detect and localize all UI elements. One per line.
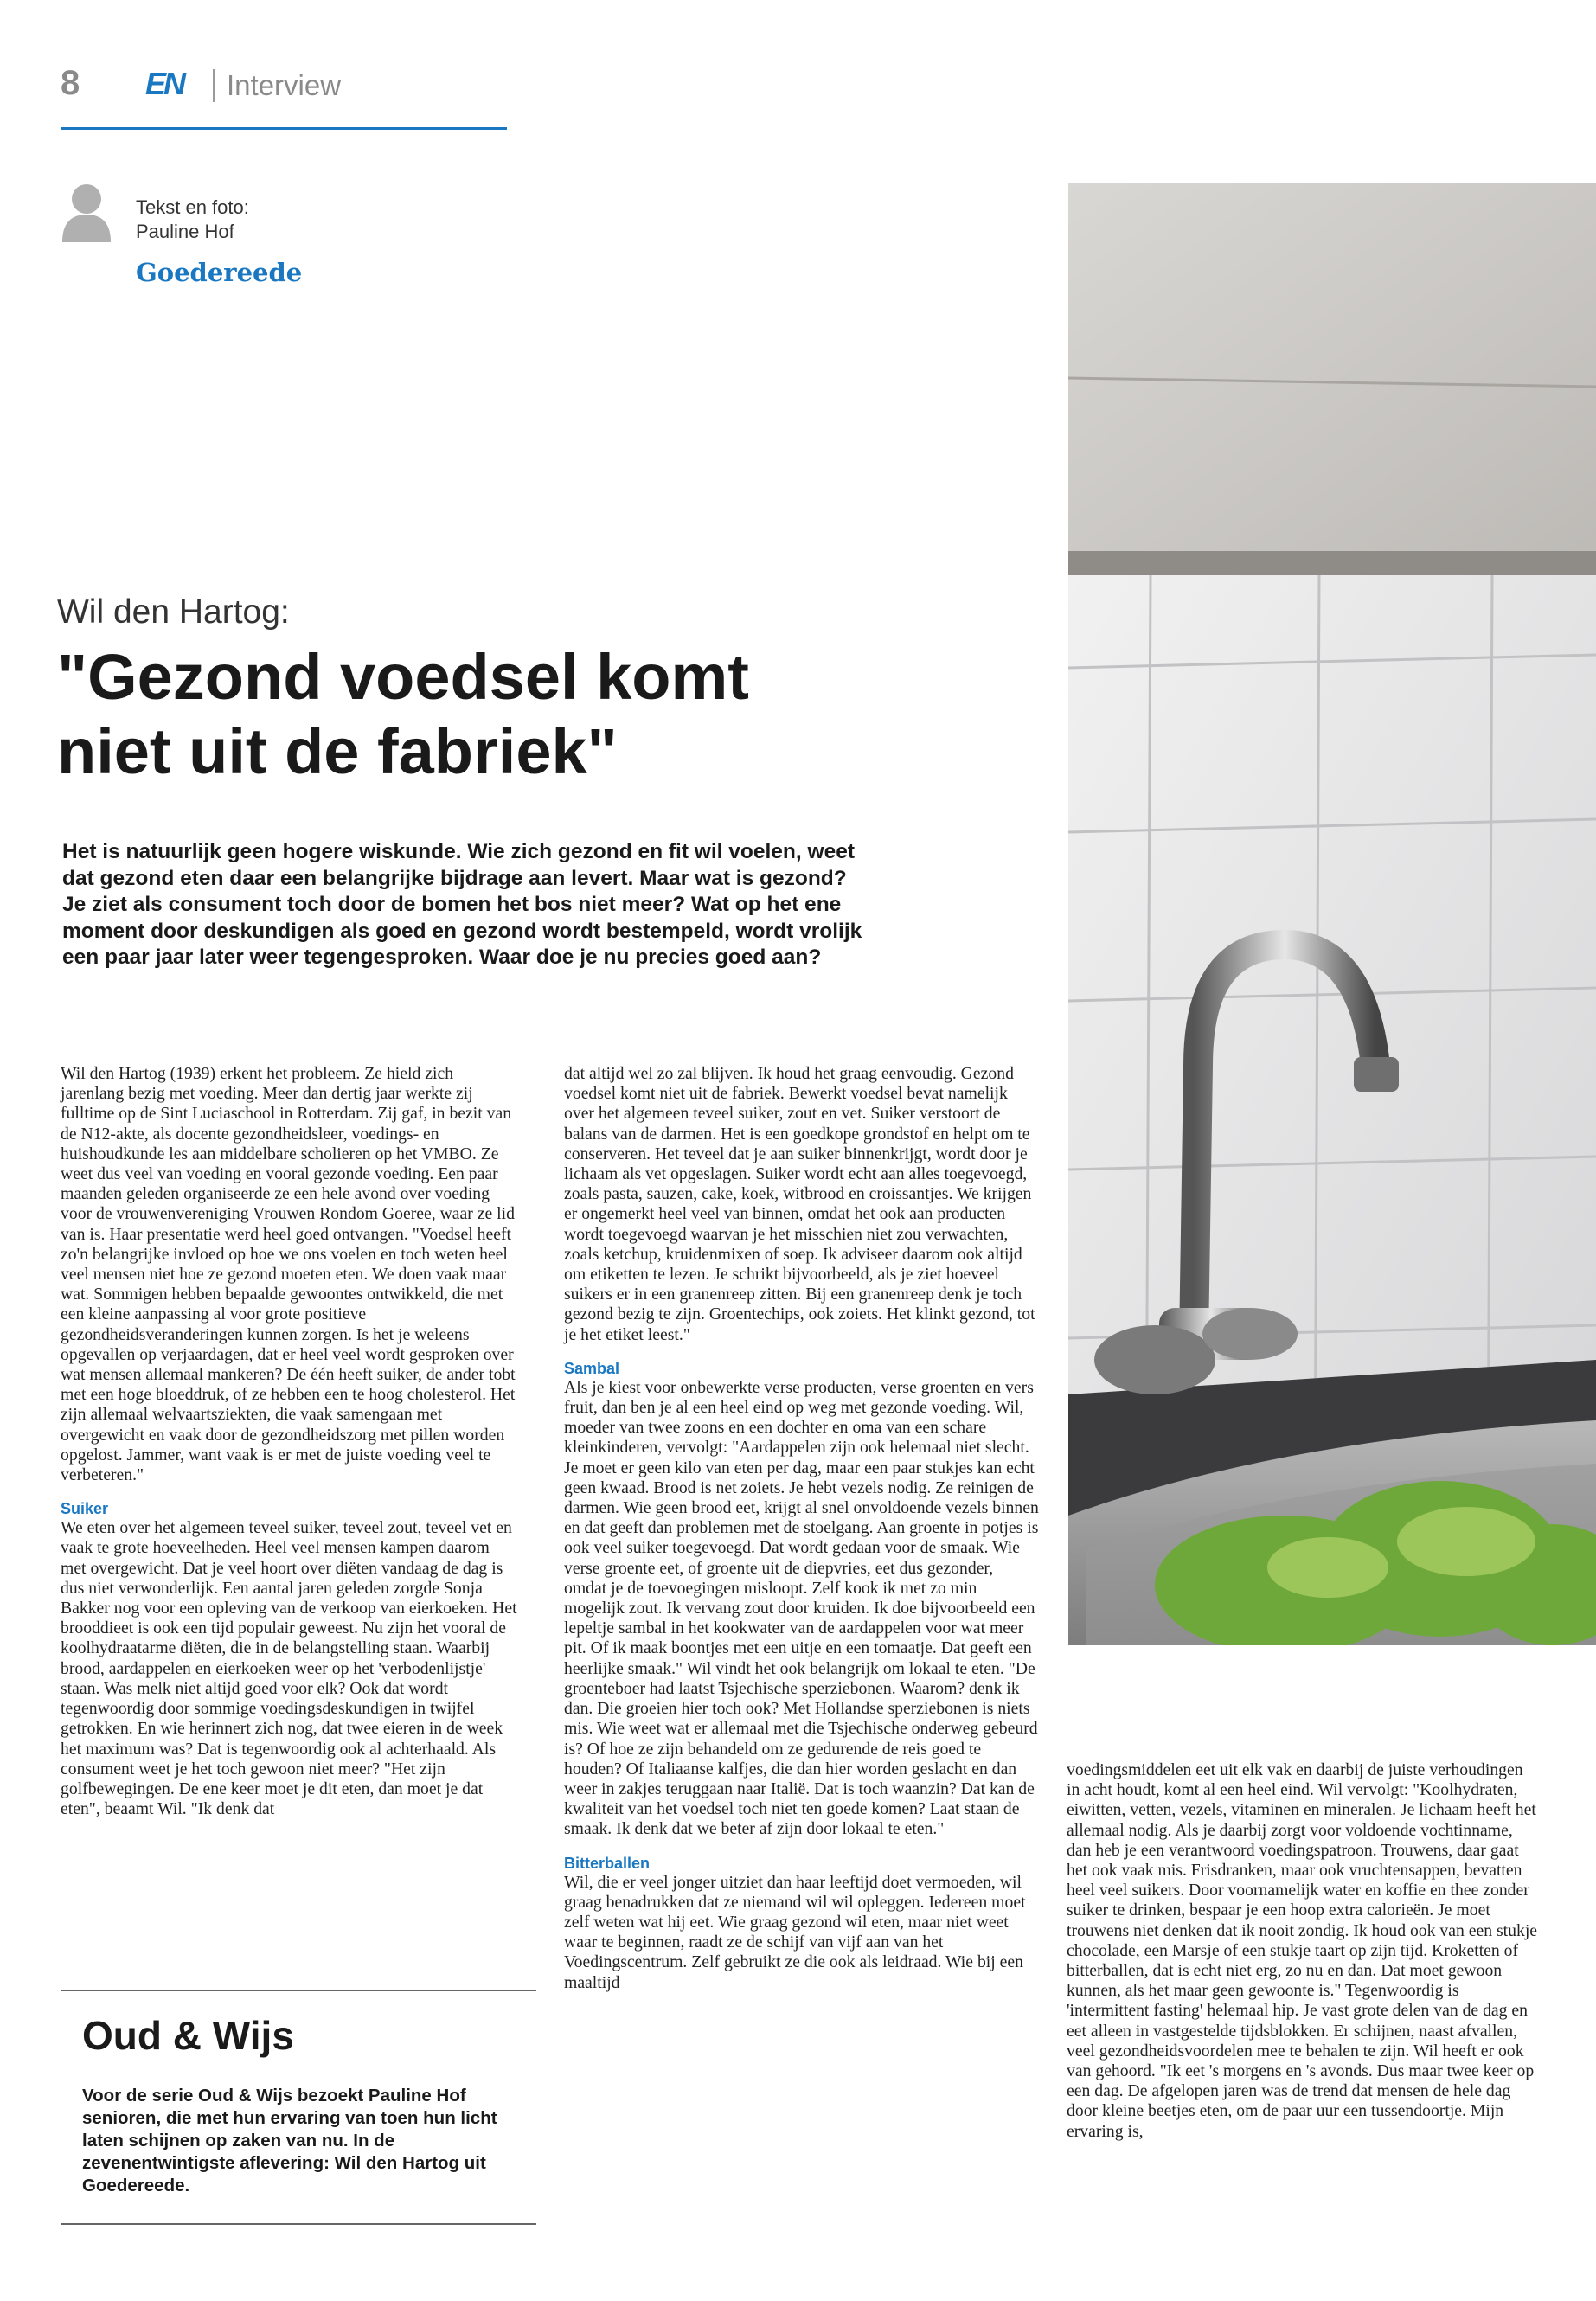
series-title: Oud & Wijs <box>82 2013 294 2058</box>
header-divider <box>213 69 215 102</box>
author-avatar-icon <box>61 182 112 242</box>
credit-line: Tekst en foto: <box>136 196 249 218</box>
subheading-sambal: Sambal <box>564 1359 620 1377</box>
page-number: 8 <box>61 64 80 102</box>
series-description: Voor de serie Oud & Wijs bezoekt Pauline Hof senioren, die met hun ervaring van toen hun licht laten schijnen op zaken van nu. In de zevenentwintigste aflevering: Wil den Hartog uit Goedereede. <box>82 2086 497 2195</box>
article-headline: "Gezond voedsel komt niet uit de fabriek" <box>57 641 749 787</box>
article-column-2 <box>564 1064 1040 1993</box>
series-box-bottom-rule <box>61 2223 536 2225</box>
article-kicker: Wil den Hartog: <box>57 593 290 631</box>
body-paragraph: Wil den Hartog (1939) erkent het probleem. Ze hield zich jarenlang bezig met voeding. Meer dan dertig jaar werkte zij fulltime op de Sint Luciaschool in Rotterdam. Zij gaf, in bezit van de N12-akte, als docente gezondheidsleer, voedings- en huishoudkunde les aan middelbare scholieren op het VMBO. Ze weet dus veel van voeding en vooral gezonde voeding. Een paar maanden geleden organiseerde ze een hele avond over voeding voor de vrouwenvereniging Vrouwen Rondom Goeree, waar ze lid van is. Haar presentatie werd heel goed ontvangen. "Voedsel heeft zo'n belangrijke invloed op hoe we ons voelen en toch weten heel veel mensen niet hoe ze gezond moeten eten. We doen vaak maar wat. Sommigen hebben bepaalde gewoontes ontwikkeld, die met een kleine aanpassing al voor grote positieve gezondheidsveranderingen kunnen zorgen. Is het je weleens opgevallen op verjaardagen, dat er heel veel wordt gesproken over wat mensen allemaal mankeren? De één heeft suiker, de ander tobt met een hoge bloeddruk, of ze hebben een te hoog cholesterol. Het zijn allemaal welvaartsziekten, die vaak samengaan met overgewicht en vaak door de gezondheidszorg met pillen worden opgelost. Jammer, want vaak is er met de juiste voeding veel te verbeteren." <box>61 1064 516 1485</box>
location-label: Goedereede <box>136 258 303 287</box>
photo-credit <box>136 195 249 244</box>
body-paragraph: Als je kiest voor onbewerkte verse producten, verse groenten en vers fruit, dan ben je al een heel eind op weg met gezonde voeding. Wil, moeder van twee zoons en een dochter en oma van een schare kleinkinderen, vervolgt: "Aardappelen zijn ook helemaal niet slecht. Je moet er geen kilo van eten per dag, maar een paar stukjes kan echt geen kwaad. Brood is net zoiets. Je hebt vezels nodig. Ze reinigen de darmen. Wie geen brood eet, krijgt al snel onvoldoende vezels binnen en dat geeft dan problemen met de stoelgang. Aan groente in potjes is ook veel suiker toegevoegd. Dat wordt gedaan voor de smaak. Wie verse groente eet, of groente uit de diepvries, eet dus gezonder, omdat je de toevoegingen misloopt. Zelf kook ik met zo min mogelijk zout. Ik vervang zout door kruiden. Ik doe bijvoorbeeld een lepeltje sambal in het kookwater van de aardappelen voor wat meer pit. Of ik maak boontjes met een uitje en een tomaatje. Dat geeft een heerlijke smaak." Wil vindt het ook belangrijk om lokaal te eten. "De groenteboer had laatst Tsjechische sperziebonen. Waarom? denk ik dan. Die groeien hier toch ook? Met Hollandse sperziebonen is niets mis. Wie weet wat er allemaal met die Tsjechische onderweg gebeurd is? Of hoe ze zijn behandeld om ze gedurende de reis goed te houden? Of Italiaanse kalfjes, die dan hier worden geslacht en dan weer in zakjes teruggaan naar Italië. Dat is toch waanzin? Dat kan de kwaliteit van het voedsel toch niet ten goede komen? Laat staan de smaak. Ik denk dat we beter af zijn door lokaal te eten." <box>564 1377 1039 1839</box>
body-paragraph: Wil, die er veel jonger uitziet dan haar leeftijd doet vermoeden, wil graag benadrukken dat ze niemand wil wil opleggen. Iedereen moet zelf weten wat hij eet. Wie graag gezond wil eten, maar niet weet waar te beginnen, raadt ze de schijf van vijf aan van het Voedingscentrum. Zelf gebruikt ze die ook als leidraad. Wie bij een maaltijd <box>564 1872 1026 1992</box>
article-column-1 <box>61 1064 519 1819</box>
body-paragraph: voedingsmiddelen eet uit elk vak en daarbij de juiste verhoudingen in acht houdt, komt al een heel eind. Wil vervolgt: "Koolhydraten, eiwitten, vetten, vezels, vitaminen en mineralen. Je lichaam heeft het allemaal nodig. Als je daarbij zorgt voor voldoende vochtinname, dan heb je een verantwoord voedingspatroon. Trouwens, daar gaat het ook vaak mis. Frisdranken, maar ook vruchtensappen, bevatten heel veel suikers. Door voornamelijk water en koffie en thee zonder suiker te drinken, bespaar je een hoop extra calorieën. Je moet trouwens niet denken dat ik nooit zondig. Ik houd ook van een stukje chocolade, een Marsje of een stukje taart op zijn tijd. Kroketten of bitterballen, dat is echt niet erg, zo nu en dan. Dat moet gewoon kunnen, als het maar geen gewoonte is." Tegenwoordig is 'intermittent fasting' helemaal hip. Je vast grote delen van de dag en eet alleen in vastgestelde tijdsblokken. Er schijnen, naast afvallen, veel gezondheidsvoordelen mee te behalen te zijn. Wil heeft er ook van gehoord. "Ik eet 's morgens en 's avonds. Dus maar twee keer op een dag. De afgelopen jaren was de trend dat mensen de hele dag door kleine beetjes eten, om de paar uur een tussendoortje. Mijn ervaring is, <box>1067 1760 1538 2141</box>
subheading-bitterballen: Bitterballen <box>564 1854 651 1872</box>
body-paragraph: dat altijd wel zo zal blijven. Ik houd het graag eenvoudig. Gezond voedsel komt niet uit de fabriek. Bewerkt voedsel bevat namelijk over het algemeen teveel suiker, zout en vet. Suiker verstoort de balans van de darmen. Het is een goedkope grondstof en helpt om te conserveren. Het teveel dat je aan suiker binnenkrijgt, wordt door je lichaam als vet opgeslagen. Suiker wordt echt aan alles toegevoegd, zoals pasta, sauzen, cake, koek, witbrood en croissantjes. We krijgen er ongemerkt heel veel van binnen, omdat het ook aan producten wordt toegevoegd waarvan je het misschien niet zou verwachten, zoals ketchup, kruidenmixen of soep. Ik adviseer daarom ook altijd om etiketten te lezen. Je schrikt bijvoorbeeld, als je ziet hoeveel suikers er in een granenreep zitten. Bij een granenreep denk je toch gezond bezig te zijn. Groentechips, ook zoiets. Het klinkt gezond, tot je het etiket leest." <box>564 1064 1035 1344</box>
subheading-suiker: Suiker <box>61 1500 109 1518</box>
article-lead: Het is natuurlijk geen hogere wiskunde. Wie zich gezond en fit wil voelen, weet dat gezond eten daar een belangrijke bijdrage aan levert. Maar wat is gezond? Je ziet als consument toch door de bomen het bos niet meer? Wat op het ene moment door deskundigen als goed en gezond wordt bestempeld, wordt vrolijk een paar jaar later weer tegengesproken. Waar doe je nu precies goed aan? <box>62 840 862 969</box>
header-rule <box>61 127 507 130</box>
article-column-3 <box>1067 1760 1538 2142</box>
section-label: Interview <box>227 69 342 101</box>
body-paragraph: We eten over het algemeen teveel suiker, teveel zout, teveel vet en vaak te grote hoeveelheden. Heel veel mensen kampen daarom met overgewicht. Dat je veel hoort over diëten vandaag de dag is dus niet verwonderlijk. Een aantal jaren geleden zorgde Sonja Bakker nog voor een opleving van de verkoop van eierkoeken. Het brooddieet is ook een tijd populair geweest. Nu zijn het vooral de koolhydraatarme diëten, die in de belangstelling staan. Waarbij brood, aardappelen en eierkoeken weer op het 'verbodenlijstje' staan. Was melk niet altijd goed voor elk? Ook dat wordt tegenwoordig door sommige voedingsdeskundigen in twijfel getrokken. En wie herinnert zich nog, dat twee eieren in de week het maximum was? Dat is tegenwoordig ook al achterhaald. Als consument weet je het toch gewoon niet meer? "Het zijn golfbewegingen. De ene keer moet je dit eten, dan moet je dat eten", beaamt Wil. "Ik denk dat <box>61 1518 517 1819</box>
author-name: Pauline Hof <box>136 221 234 242</box>
publication-logo: EN <box>145 66 184 101</box>
series-box-top-rule <box>61 1990 536 1991</box>
kitchen-tap-photo <box>1068 183 1596 1645</box>
